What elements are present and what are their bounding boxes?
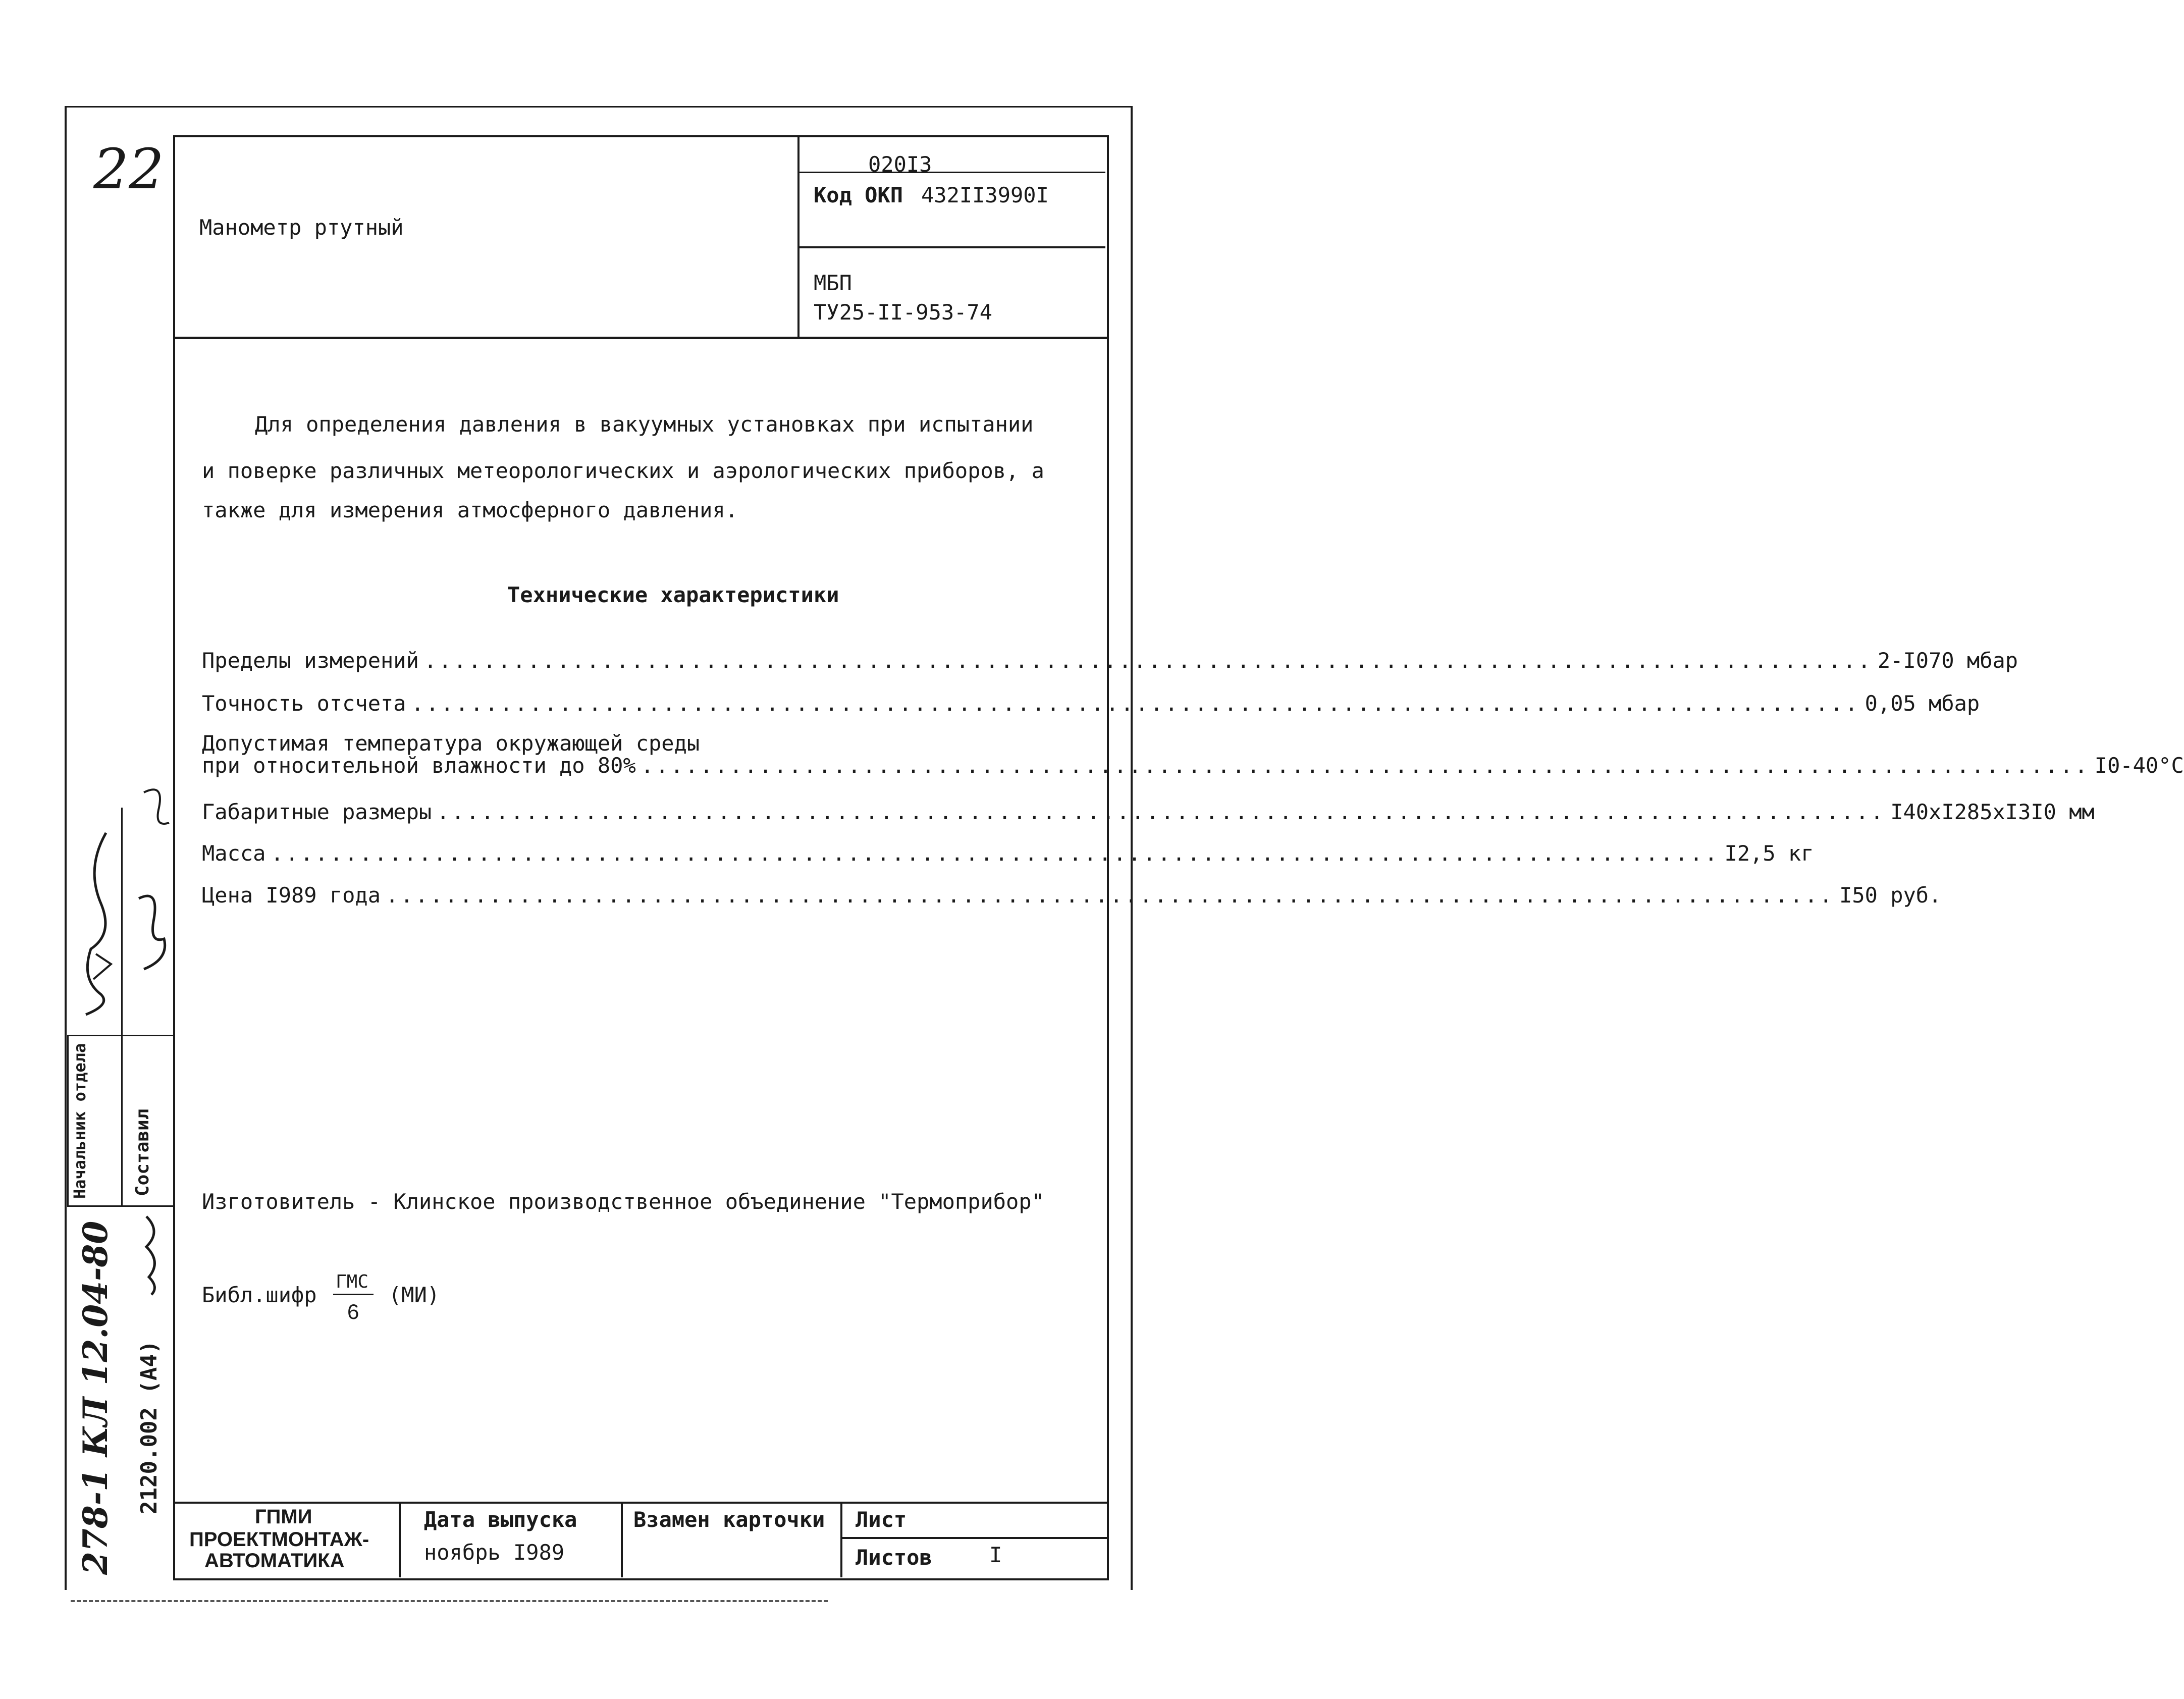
spec-value: 0,05 мбар — [1865, 691, 1980, 716]
fraction-bar — [333, 1294, 374, 1295]
spec-label-line-1: Допустимая температура окружающей среды — [202, 731, 700, 756]
footer-sheet-split — [840, 1537, 1107, 1539]
leader-dots: .................................................................................................. — [423, 648, 1873, 673]
outer-top-border — [65, 106, 1133, 108]
description-line-1: Для определения давления в вакуумных установках при испытании — [255, 412, 1034, 437]
org-line-2: ПРОЕКТМОНТАЖ- — [189, 1528, 369, 1551]
okp-code: 432II3990I — [921, 183, 1049, 207]
header-right-split — [797, 246, 1105, 248]
footer-top-line — [173, 1502, 1107, 1504]
spec-row — [202, 646, 2018, 673]
org-line-1: ГПМИ — [255, 1506, 312, 1528]
sheets-value: I — [989, 1543, 1002, 1567]
description-line-2: и поверке различных метеорологических и аэрологических приборов, а — [202, 458, 1044, 483]
outer-left-border — [65, 106, 67, 1590]
leader-dots: .................................................................................................. — [271, 841, 1720, 866]
library-numerator: ГМС — [336, 1271, 369, 1292]
library-suffix: (МИ) — [389, 1283, 440, 1307]
manufacturer: Изготовитель - Клинское производственное объединение "Термоприбор" — [202, 1189, 1044, 1214]
leader-dots: .................................................................................................. — [641, 753, 2090, 778]
ministry: МБП — [814, 271, 852, 295]
leader-dots: .................................................................................................. — [437, 800, 1886, 824]
sheets-label: Листов — [856, 1545, 932, 1570]
footer-divider-3 — [840, 1502, 842, 1577]
spec-row — [202, 839, 1814, 866]
sheet-label: Лист — [856, 1507, 907, 1532]
catalog-underline — [797, 172, 1105, 173]
spec-value: I40хI285хI3I0 мм — [1890, 800, 2095, 824]
spec-label: Точность отсчета — [202, 691, 406, 716]
tu-number: ТУ25-II-953-74 — [814, 300, 993, 325]
catalog-number: 020I3 — [868, 152, 932, 177]
leader-dots: .................................................................................................. — [411, 691, 1860, 716]
signature-compiler — [124, 777, 174, 979]
library-label: Библ.шифр — [202, 1283, 317, 1307]
description-line-3: также для измерения атмосферного давления. — [202, 498, 738, 522]
signature-head — [71, 828, 121, 1020]
spec-row — [202, 881, 1942, 908]
instrument-title: Манометр ртутный — [199, 215, 404, 240]
leader-dots: .................................................................................................. — [386, 883, 1835, 908]
stamp-compiled: Составил — [132, 1108, 153, 1196]
stamp-column-top-line — [67, 1035, 173, 1036]
spec-label: Габаритные размеры — [202, 800, 432, 824]
spec-row — [202, 689, 1980, 716]
header-divider-vertical — [797, 135, 800, 337]
header-bottom-line — [173, 337, 1107, 339]
spec-label: Пределы измерений — [202, 648, 419, 673]
stamp-column-bottom-line — [67, 1205, 173, 1207]
library-denominator: 6 — [347, 1300, 359, 1323]
specs-heading: Технические характеристики — [507, 582, 839, 607]
okp-label: Код ОКП — [814, 183, 903, 207]
spec-value: I2,5 кг — [1724, 841, 1814, 866]
release-value: ноябрь I989 — [424, 1540, 565, 1565]
spec-value: 2-I070 мбар — [1877, 648, 2018, 673]
signature-registration — [136, 1211, 172, 1297]
org-line-3: АВТОМАТИКА — [204, 1550, 345, 1572]
footer-divider-1 — [399, 1502, 401, 1577]
stamp-column-left-line — [67, 1035, 69, 1206]
stamp-column-mid-line — [121, 808, 123, 1206]
format-code: 2120.002 (А4) — [136, 1340, 162, 1514]
replaces-label: Взамен карточки — [633, 1507, 825, 1532]
spec-row — [202, 798, 2095, 824]
footer-divider-2 — [621, 1502, 623, 1577]
spec-value: I0-40°С — [2094, 753, 2184, 778]
spec-label: Цена I989 года — [202, 883, 381, 908]
release-label: Дата выпуска — [424, 1507, 577, 1532]
spec-row — [202, 751, 2184, 778]
handwritten-registration: 278-1 КЛ 12.04-80 — [76, 1220, 115, 1575]
spec-label: Масса — [202, 841, 266, 866]
spec-value: I50 руб. — [1839, 883, 1942, 908]
page-number: 22 — [93, 137, 164, 201]
cut-line — [71, 1600, 828, 1602]
stamp-head-of-dept: Начальник отдела — [70, 1043, 89, 1199]
spec-label: при относительной влажности до 80% — [202, 753, 636, 778]
